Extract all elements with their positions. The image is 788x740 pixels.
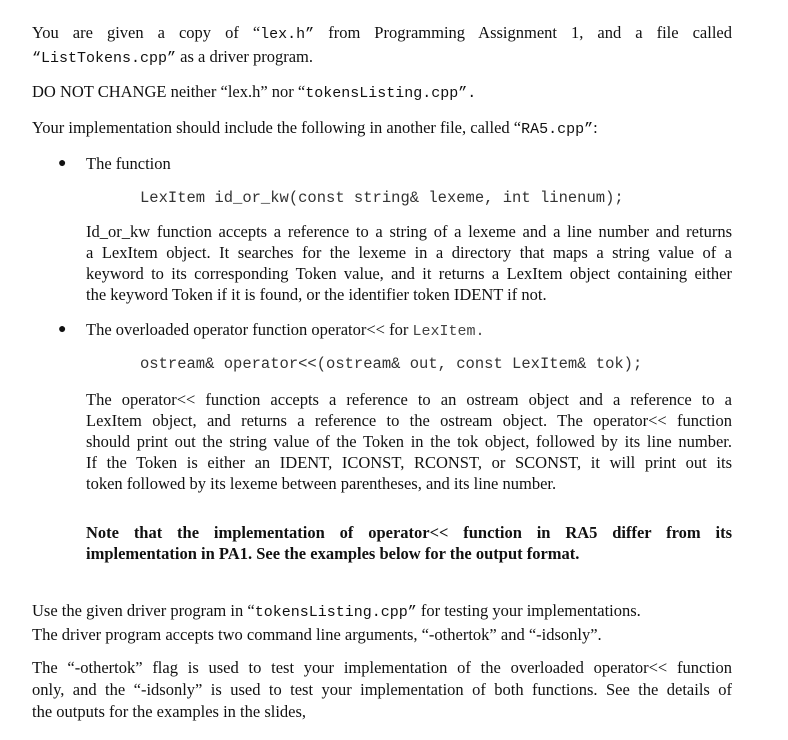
driver-line-2: The driver program accepts two command line arguments, “-othertok” and “-idsonly”. bbox=[32, 625, 602, 644]
intro-line-2 bbox=[32, 46, 732, 70]
intro-code-lex-h: lex.h” bbox=[260, 26, 315, 43]
item2-heading-code: LexItem. bbox=[412, 323, 485, 340]
do-not-change-paragraph bbox=[32, 81, 732, 105]
intro-line-1 bbox=[32, 22, 732, 46]
donot-code: tokensListing.cpp”. bbox=[305, 85, 477, 102]
driver-paragraph bbox=[32, 600, 732, 646]
bullet-icon: ● bbox=[58, 156, 67, 171]
driver-code: tokensListing.cpp” bbox=[254, 604, 417, 621]
item2-note bbox=[86, 522, 732, 564]
item1-desc-line: Id_or_kw function accepts a reference to a string of a lexeme and a line number and returns bbox=[86, 222, 732, 241]
driver-line-1 bbox=[32, 600, 732, 624]
item2-desc-line: If the Token is either an IDENT, ICONST, RCONST, or SCONST, it will print out its bbox=[86, 453, 732, 472]
driver-text-2: for testing your implementations. bbox=[416, 601, 641, 620]
impl-code-ra5: RA5.cpp” bbox=[521, 121, 594, 138]
intro-paragraph bbox=[32, 22, 732, 70]
item2-desc-line: LexItem object, and returns a reference to the ostream object. The operator<< function bbox=[86, 411, 732, 430]
item1-desc-line: keyword to its corresponding Token value, and it returns a LexItem object containing either bbox=[86, 264, 732, 283]
item1-desc-line: a LexItem object. It searches for the lexeme in a directory that maps a string value of a bbox=[86, 243, 732, 262]
driver-text-1: Use the given driver program in “ bbox=[32, 601, 255, 620]
impl-text: Your implementation should include the following in another file, called “ bbox=[32, 118, 522, 137]
item1-code-signature: LexItem id_or_kw(const string& lexeme, int linenum); bbox=[140, 189, 624, 207]
item2-code-signature: ostream& operator<<(ostream& out, const LexItem& tok); bbox=[140, 355, 643, 373]
flags-paragraph bbox=[32, 657, 732, 723]
intro-text-3: as a driver program. bbox=[176, 47, 314, 66]
item2-note-line: Note that the implementation of operator<< function in RA5 differ from its bbox=[86, 523, 732, 542]
item2-heading bbox=[86, 319, 732, 342]
flags-line: only, and the “-idsonly” is used to test your implementation of both functions. See the details of bbox=[32, 680, 732, 699]
flags-line: the outputs for the examples in the slides, bbox=[32, 702, 307, 721]
bullet-icon: ● bbox=[58, 322, 67, 337]
intro-text-1: You are given a copy of “ bbox=[32, 23, 261, 42]
item2-heading-text: The overloaded operator function operator<< for bbox=[86, 320, 413, 339]
item2-desc-line: should print out the string value of the Token in the tok object, followed by its line number. bbox=[86, 432, 732, 451]
item2-note-line: implementation in PA1. See the examples below for the output format. bbox=[86, 544, 580, 563]
donot-text: DO NOT CHANGE neither “lex.h” nor “ bbox=[32, 82, 306, 101]
item1-description bbox=[86, 221, 732, 305]
item2-description bbox=[86, 389, 732, 494]
item2-desc-line: token followed by its lexeme between parentheses, and its line number. bbox=[86, 474, 557, 493]
intro-code-listtokens: “ListTokens.cpp” bbox=[32, 50, 177, 67]
item1-heading: The function bbox=[86, 154, 171, 173]
intro-text-2: from Programming Assignment 1, and a file called bbox=[314, 23, 733, 42]
implementation-paragraph bbox=[32, 117, 732, 141]
impl-text-end: : bbox=[593, 118, 598, 137]
item1-desc-line: the keyword Token if it is found, or the identifier token IDENT if not. bbox=[86, 285, 547, 304]
item2-desc-line: The operator<< function accepts a reference to an ostream object and a reference to a bbox=[86, 390, 732, 409]
flags-line: The “-othertok” flag is used to test your implementation of the overloaded operator<< function bbox=[32, 658, 732, 677]
